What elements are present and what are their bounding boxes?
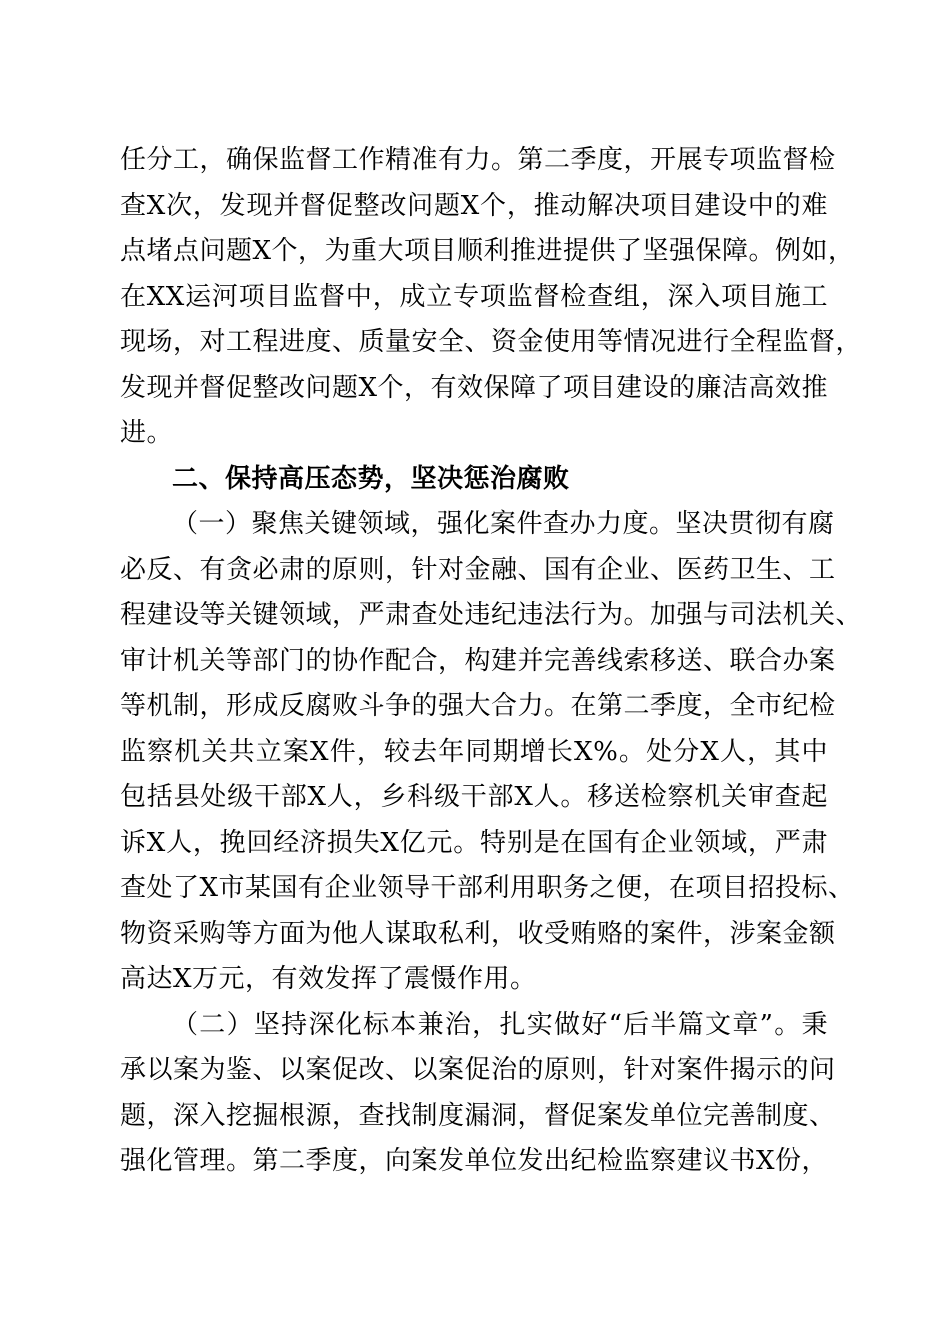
- text-line: （二）坚持深化标本兼治，扎实做好“后半篇文章”。秉: [172, 1009, 828, 1040]
- text-line: 高达X万元，有效发挥了震慑作用。: [120, 964, 537, 994]
- text-line: 点堵点问题X个，为重大项目顺利推进提供了坚强保障。例如，: [120, 236, 855, 266]
- text-line: 监察机关共立案X件，较去年同期增长X%。处分X人，其中: [120, 736, 828, 767]
- section-heading: [120, 457, 828, 503]
- paragraph-root-causes: [120, 1003, 836, 1185]
- text-line: 必反、有贪必肃的原则，针对金融、国有企业、医药卫生、工: [120, 554, 836, 585]
- section-title: 二、保持高压态势，坚决惩治腐败: [172, 463, 570, 494]
- text-line: 包括县处级干部X人，乡科级干部X人。移送检察机关审查起: [120, 782, 828, 812]
- text-line: 程建设等关键领域，严肃查处违纪违法行为。加强与司法机关、: [120, 600, 863, 630]
- text-line: 现场，对工程进度、质量安全、资金使用等情况进行全程监督，: [120, 327, 863, 357]
- text-line: （一）聚焦关键领域，强化案件查办力度。坚决贯彻有腐: [172, 509, 835, 539]
- text-line: 发现并督促整改问题X个，有效保障了项目建设的廉洁高效推: [120, 372, 829, 403]
- text-line: 进。: [120, 418, 174, 448]
- text-line: 题，深入挖掘根源，查找制度漏洞，督促案发单位完善制度、: [120, 1100, 836, 1131]
- text-line: 诉X人，挽回经济损失X亿元。特别是在国有企业领域，严肃: [120, 827, 828, 858]
- text-line: 等机制，形成反腐败斗争的强大合力。在第二季度，全市纪检: [120, 691, 836, 721]
- text-line: 查处了X市某国有企业领导干部利用职务之便，在项目招投标、: [120, 873, 855, 903]
- text-line: 物资采购等方面为他人谋取私利，收受贿赂的案件，涉案金额: [120, 918, 836, 949]
- text-line: 强化管理。第二季度，向案发单位发出纪检监察建议书X份，: [120, 1146, 829, 1176]
- text-line: 任分工，确保监督工作精准有力。第二季度，开展专项监督检: [120, 145, 836, 175]
- text-line: 承以案为鉴、以案促改、以案促治的原则，针对案件揭示的问: [120, 1055, 836, 1085]
- text-line: 查X次，发现并督促整改问题X个，推动解决项目建设中的难: [120, 190, 828, 221]
- text-line: 在XX运河项目监督中，成立专项监督检查组，深入项目施工: [120, 281, 828, 312]
- text-line: 审计机关等部门的协作配合，构建并完善线索移送、联合办案: [120, 645, 836, 676]
- paragraph-key-areas: [120, 502, 863, 1003]
- document-page: [120, 138, 863, 1185]
- paragraph-project-supervision: [120, 138, 863, 457]
